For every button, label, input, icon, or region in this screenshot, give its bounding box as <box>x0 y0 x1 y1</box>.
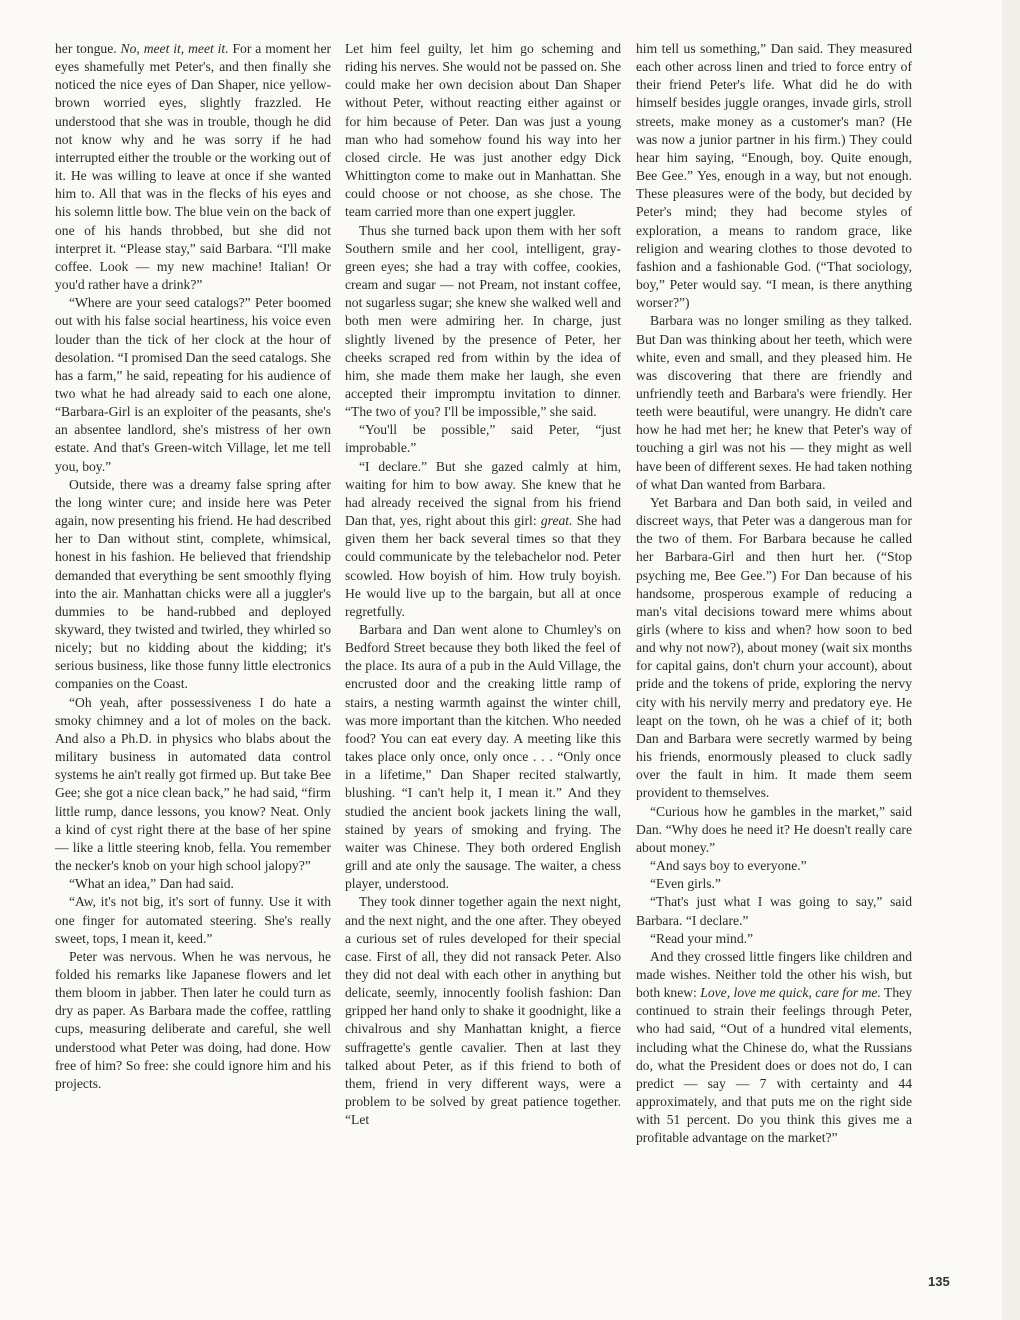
paragraph <box>636 893 912 929</box>
text-run: “Oh yeah, after possessiveness I do hate a smoky chimney and a lot of moles on the back. And also a Ph.D. in physics who blabs about the military business in automated data control systems he ain't really got firmed up. But take Bee Gee; she got a nice clean back,” he had said, “firm little rump, dance lessons, you know? Neat. Only a kind of cyst right there at the base of her spine — like a little steering knob, fella. You remember the necker's knob on your high school jalopy?” <box>55 694 331 874</box>
paragraph <box>636 40 912 312</box>
paragraph <box>55 294 331 476</box>
paragraph <box>345 621 621 893</box>
text-run: “Where are your seed catalogs?” Peter boomed out with his false social heartiness, his voice even louder than the tick of her clock at the hour of desolation. “I promised Dan the seed catalogs. She has a farm,” he said, repeating for his audience of two what he had already said to each one alone, “Barbara-Girl is an exploiter of the peasants, she's an absentee landlord, she's mistress of her own estate. And that's Green-witch Village, let me tell you, boy.” <box>55 295 331 474</box>
text-run: “I declare.” But she gazed calmly at him, waiting for him to bow away. She knew that he had already received the signal from his friend Dan that, yes, right about this girl: <box>345 458 621 529</box>
paragraph <box>345 222 621 422</box>
italic-text: Love, love me quick, care for me. <box>700 985 881 1001</box>
paragraph <box>636 494 912 803</box>
text-run: her tongue. <box>55 41 121 56</box>
page-edge <box>1002 0 1020 1320</box>
paragraph <box>345 40 621 222</box>
paragraph <box>345 893 621 1129</box>
text-run: For a moment her eyes shamefully met Peter's, and then finally she noticed the nice eyes of Dan Shaper, nice yellow-brown worried eyes, slightly frazzled. He understood that she was in trouble, though he did not know why and he was sorry if he had interrupted either the trouble or the working out of it. He was willing to leave at once if she wanted him to. All that was in the flecks of his eyes and his solemn little bow. The blue vein on the back of one of his hands throbbed, but she did not interpret it. “Please stay,” said Barbara. “I'll make coffee. Look — my new machine! Italian! Or you'd rather have a drink?” <box>55 41 331 293</box>
text-run: Yet Barbara and Dan both said, in veiled and discreet ways, that Peter was a dangerous man for the two of them. For Barbara because he called her Barbara-Girl and then hurt her. (“Stop psyching me, Bee Gee.”) For Dan because of his handsome, prosperous example of reducing a man's vital decisions toward mere whims about girls (where to kiss and when? how soon to bed and why not now?), about money (wait six months for capital gains, don't churn your account), about pride and the tokens of pride, exploring the nervy city with his nervily merry and predatory eye. He leapt on the town, oh he was a chief of it; both Dan and Barbara were secretly warmed by being his friends, enormously pleased to cluck sadly over the fault in him. It made them seem provident to themselves. <box>636 494 912 801</box>
paragraph <box>636 930 912 948</box>
paragraph <box>55 40 331 294</box>
text-run: “Even girls.” <box>650 876 721 892</box>
text-run: Let him feel guilty, let him go scheming and riding his nerves. She would not be passed on. She could make her own decision about Dan Shaper without Peter, without reacting either against or for him because of Peter. Dan was just a young man who had somehow found his way into her closed circle. He was just another edgy Dick Whittington come to make out in Manhattan. She could choose or not choose, as she chose. The team carried more than one expert juggler. <box>345 41 621 220</box>
text-run: “Read your mind.” <box>650 930 754 946</box>
text-column-2 <box>345 40 621 1129</box>
paragraph <box>636 948 912 1148</box>
text-run: “That's just what I was going to say,” said Barbara. “I declare.” <box>636 894 912 928</box>
paragraph <box>55 893 331 947</box>
text-run: Barbara was no longer smiling as they talked. But Dan was thinking about her teeth, which were white, even and small, and they pleased him. He was discovering that there are friendly and unfriendly teeth and Barbara's were friendly. Her teeth were beautiful, were unangry. He didn't care how he had met her; he knew that Peter's way of touching a girl was not his — they might as well have been of different sexes. He had taken nothing of what Dan wanted from Barbara. <box>636 313 912 492</box>
text-run: They took dinner together again the next night, and the next night, and the one after. They obeyed a curious set of rules developed for their special case. First of all, they did not ransack Peter. Also they did not deal with each other in anything but delicate, seemly, innocently foolish fashion: Dan gripped her hand only to shake it goodnight, like a chivalrous and shy Manhattan knight, a fierce suffragette's gentle cavalier. Then at last they talked about Peter, as if this friend to both of them, friend in very different ways, were a problem to be solved by great patience together. “Let <box>345 894 621 1128</box>
paragraph <box>636 803 912 857</box>
paragraph <box>55 476 331 694</box>
text-run: Peter was nervous. When he was nervous, he folded his remarks like Japanese flowers and let them bloom in jabber. Then later he could turn as dry as paper. As Barbara made the coffee, rattling cups, measuring deliberate and careful, she well understood what Peter was doing, had done. How free of him? So free: she could ignore him and his projects. <box>55 948 331 1091</box>
text-run: And they crossed little fingers like children and made wishes. Neither told the other his wish, but both knew: <box>636 948 912 1001</box>
text-run: They continued to strain their feelings through Peter, who had said, “Out of a hundred vital elements, including what the Chinese do, what the Russians do, what the President does or does not do, I can predict — say — 7 with certainty and 44 approximately, and that puts me on the right side with 51 percent. Do you think this gives me a profitable advantage on the market?” <box>636 985 912 1146</box>
text-run: “Curious how he gambles in the market,” said Dan. “Why does he need it? He doesn't really care about money.” <box>636 803 912 855</box>
paragraph <box>55 875 331 893</box>
text-run: him tell us something,” Dan said. They measured each other across linen and tried to force entry of their friend Peter's life. What did he do with himself besides juggle oranges, invade girls, stroll streets, make money as a customer's man? (He was now a junior partner in his firm.) They could hear him saying, “Enough, boy. Quite enough, Bee Gee.” Yes, enough in a way, but not enough. These pleasures were of the body, but decided by Peter's mind; they had become styles of exploration, a means to random grace, like religion and wearing clothes to those devoted to fashion and a fashionable God. (“That sociology, boy,” Peter would say. “I mean, is there anything worser?”) <box>636 41 912 311</box>
italic-text: No, meet it, meet it. <box>120 41 229 56</box>
text-run: She had given them her back several times so that they could communicate by the telebachelor nod. Peter scowled. How boyish of him. How truly boyish. He would live up to the bargain, but all at once regretfully. <box>345 513 621 619</box>
text-column-1 <box>55 40 331 1093</box>
paragraph <box>636 875 912 893</box>
text-run: “What an idea,” Dan had said. <box>69 876 234 892</box>
paragraph <box>345 458 621 621</box>
text-run: Thus she turned back upon them with her soft Southern smile and her cool, intelligent, gray-green eyes; she had a tray with coffee, cookies, cream and sugar — not Pream, not instant coffee, not sugarless sugar; she knew she walked well and both men were admiring her. In charge, just slightly livened by the presence of Peter, her cheeks scraped red from within by the idea of him, she made them make her laugh, she even accepted their impromptu invitation to dinner. “The two of you? I'll be impossible,” she said. <box>345 222 621 420</box>
paragraph <box>55 948 331 1093</box>
text-run: Barbara and Dan went alone to Chumley's on Bedford Street because they both liked the feel of the place. Its aura of a pub in the Auld Village, the encrusted door and the creaking little ramp of stairs, a nesting warmth against the winter chill, was more important than the kitchen. Who needed food? You can eat every day. A meeting like this takes place only once, only once . . . “Only once in a lifetime,” Dan Shaper recited stalwartly, blushing. “I can't help it, I mean it.” And they studied the ancient book jackets lining the wall, stained by years of smoking and frying. The waiter was Chinese. They both ordered English grill and ate only the sausage. The waiter, a chess player, understood. <box>345 622 621 892</box>
paragraph <box>636 857 912 875</box>
paragraph <box>345 421 621 457</box>
paragraph <box>636 312 912 494</box>
page-number: 135 <box>928 1274 950 1289</box>
text-run: “And says boy to everyone.” <box>650 858 807 874</box>
text-column-3 <box>636 40 912 1148</box>
paragraph <box>55 694 331 876</box>
text-run: “You'll be possible,” said Peter, “just improbable.” <box>345 422 621 456</box>
italic-text: great. <box>540 513 573 529</box>
text-run: “Aw, it's not big, it's sort of funny. Use it with one finger for automated steering. She's really sweet, tops, I mean it, keed.” <box>55 894 331 946</box>
text-run: Outside, there was a dreamy false spring after the long winter cure; and inside here was Peter again, now presenting his friend. He had described her to Dan without stint, complete, whimsical, honest in his fashion. He believed that friendship demanded that everything be sent smoothly flying into the air. Manhattan chicks were all a juggler's dummies to be hand-rubbed and deployed skyward, they twisted and twirled, they whirled so nicely; but no kidding about the kidding; it's serious business, like those funny little electronics companies on the Coast. <box>55 476 331 692</box>
